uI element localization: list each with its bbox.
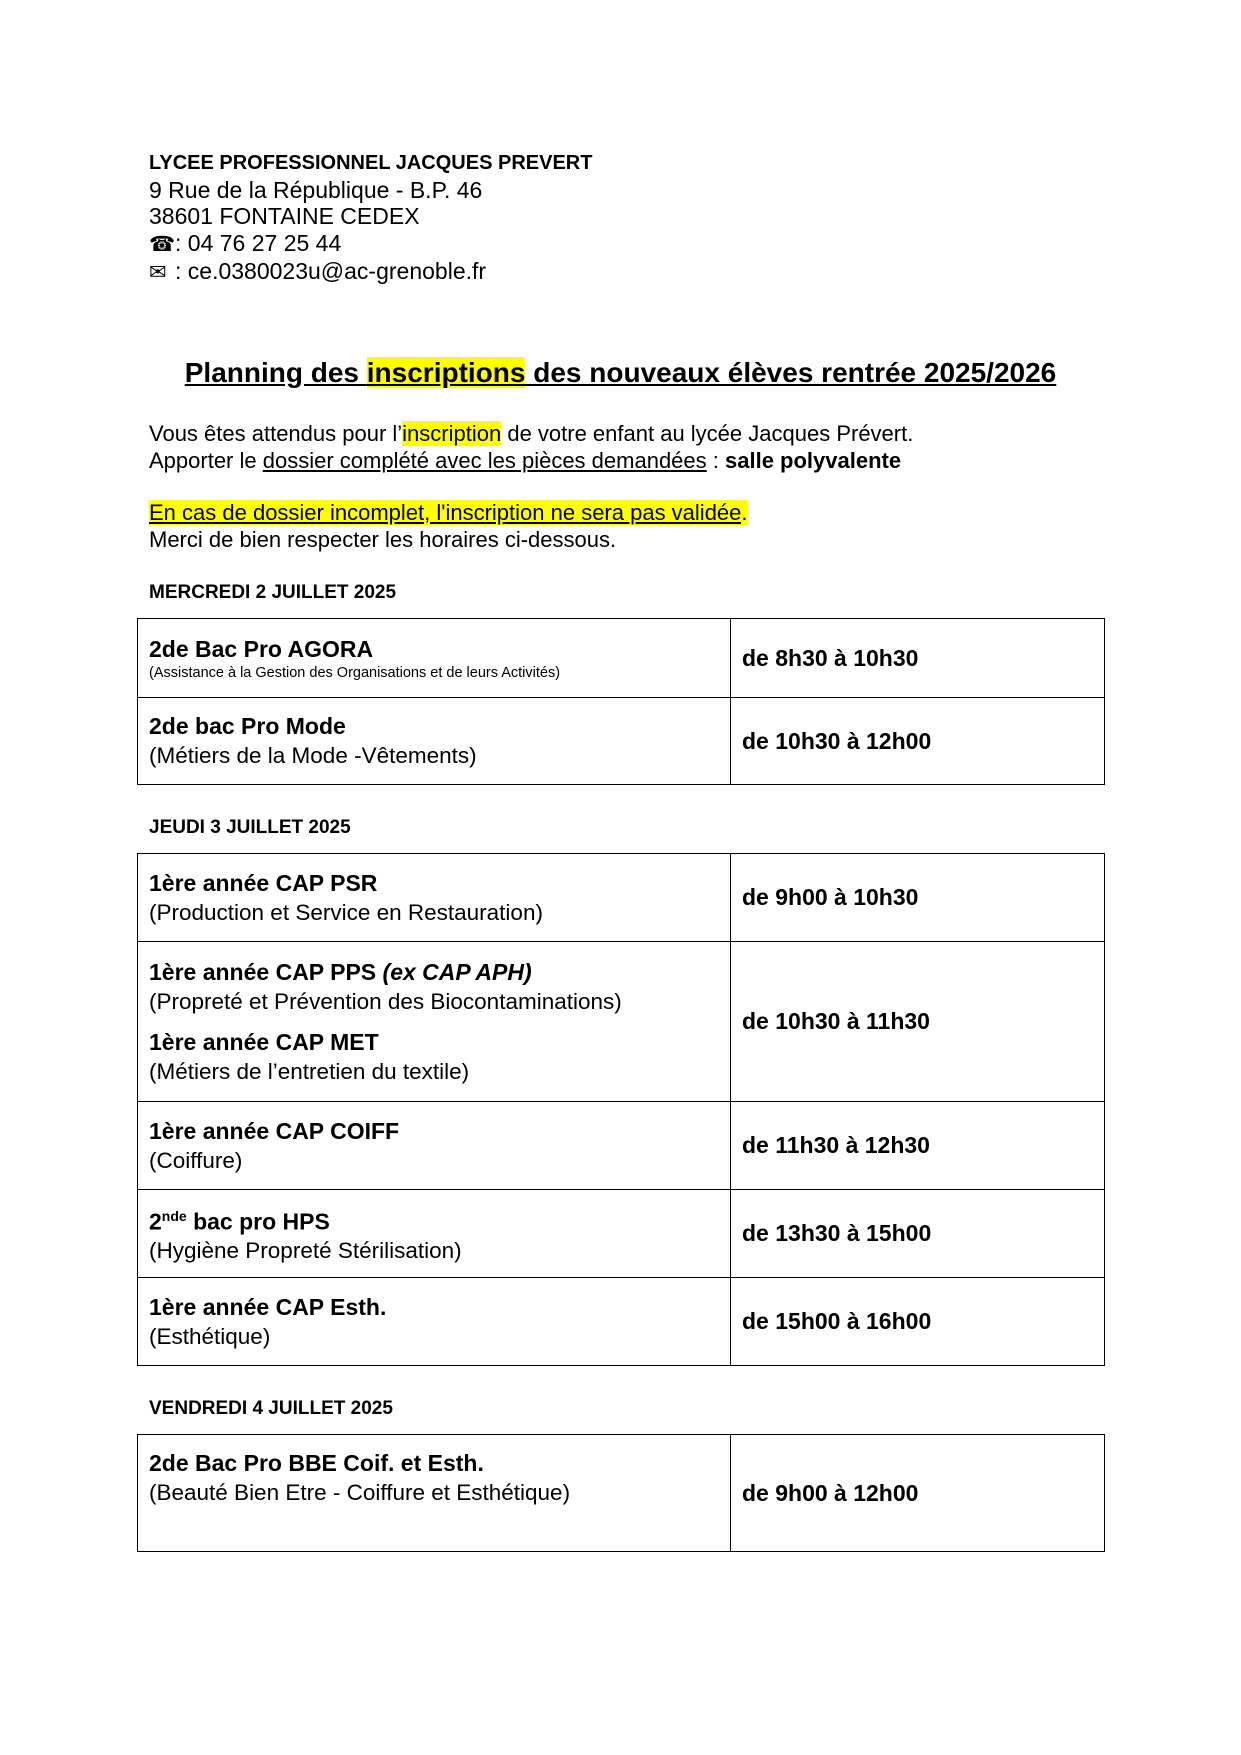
time-slot: de 15h00 à 16h00	[731, 1278, 1105, 1366]
day-label-thursday: JEUDI 3 JUILLET 2025	[149, 817, 351, 838]
phone-number: : 04 76 27 25 44	[175, 229, 342, 256]
table-row: 2de Bac Pro BBE Coif. et Esth. (Beauté Bien Etre - Coiffure et Esthétique) de 9h00 à 12h00	[138, 1435, 1105, 1552]
time-slot: de 8h30 à 10h30	[731, 619, 1105, 698]
intro-text	[149, 421, 913, 553]
table-row: 1ère année CAP Esth. (Esthétique) de 15h00 à 16h00	[138, 1278, 1105, 1366]
time-slot: de 11h30 à 12h30	[731, 1102, 1105, 1190]
mailbox-icon: ✉	[149, 261, 167, 284]
time-slot: de 13h30 à 15h00	[731, 1190, 1105, 1278]
school-city: 38601 FONTAINE CEDEX	[149, 203, 420, 229]
intro-line-4: Merci de bien respecter les horaires ci-dessous.	[149, 526, 617, 552]
intro-line-1: Vous êtes attendus pour l’inscription de votre enfant au lycée Jacques Prévert.	[149, 421, 914, 446]
table-row: 1ère année CAP COIFF (Coiffure) de 11h30 à 12h30	[138, 1102, 1105, 1190]
table-row: 1ère année CAP PSR (Production et Service en Restauration) de 9h00 à 10h30	[138, 854, 1105, 942]
table-row: 1ère année CAP PPS (ex CAP APH) (Propreté et Prévention des Biocontaminations) 1ère année CAP MET (Métiers de l’entretien du textile) de 10h30 à 11h30	[138, 942, 1105, 1102]
table-row: 2de Bac Pro AGORA (Assistance à la Gestion des Organisations et de leurs Activités) de 8h30 à 10h30	[138, 619, 1105, 698]
time-slot: de 10h30 à 11h30	[731, 942, 1105, 1102]
table-row: 2de bac Pro Mode (Métiers de la Mode -Vêtements) de 10h30 à 12h00	[138, 698, 1105, 785]
email-line	[149, 258, 592, 287]
warning-line: En cas de dossier incomplet, l'inscription ne sera pas validée.	[149, 500, 748, 525]
time-slot: de 9h00 à 12h00	[731, 1435, 1105, 1552]
warning-text: En cas de dossier incomplet, l'inscription ne sera pas validée	[149, 500, 742, 525]
telephone-icon: ☎	[149, 232, 176, 256]
title-highlight: inscriptions	[366, 357, 526, 388]
intro-line-2: Apporter le dossier complété avec les pièces demandées : salle polyvalente	[149, 447, 902, 473]
school-header	[149, 150, 592, 287]
schedule-table-friday	[137, 1434, 1105, 1552]
school-name: LYCEE PROFESSIONNEL JACQUES PREVERT	[149, 152, 593, 174]
schedule-table-wednesday	[137, 618, 1105, 785]
school-address: 9 Rue de la République - B.P. 46	[149, 176, 483, 203]
time-slot: de 10h30 à 12h00	[731, 698, 1105, 785]
schedule-table-thursday	[137, 853, 1105, 1366]
page-title: Planning des inscriptions des nouveaux élèves rentrée 2025/2026	[184, 357, 1057, 388]
phone-line	[149, 230, 592, 259]
day-label-friday: VENDREDI 4 JUILLET 2025	[149, 1398, 393, 1419]
day-label-wednesday: MERCREDI 2 JUILLET 2025	[149, 582, 397, 603]
time-slot: de 9h00 à 10h30	[731, 854, 1105, 942]
table-row: 2nde bac pro HPS (Hygiène Propreté Stérilisation) de 13h30 à 15h00	[138, 1190, 1105, 1278]
email-address[interactable]: : ce.0380023u@ac-grenoble.fr	[175, 258, 487, 284]
